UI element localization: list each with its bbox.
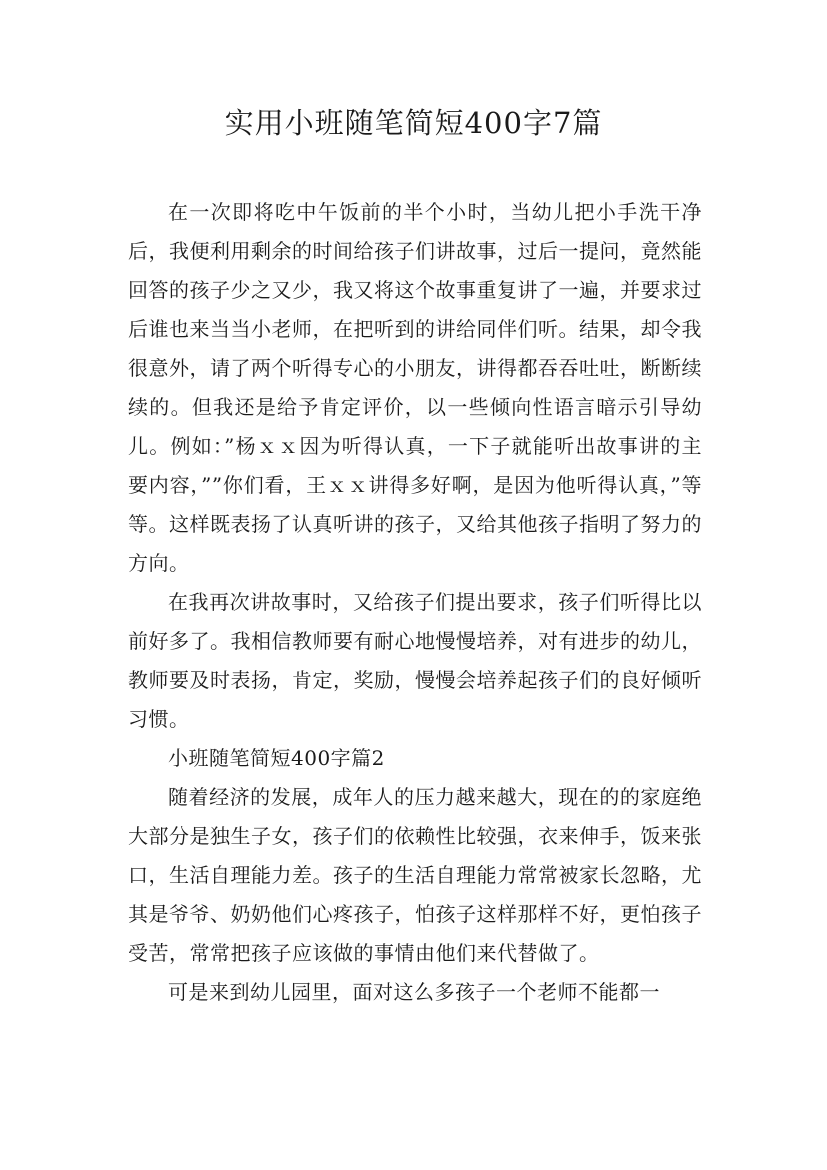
document-title: 实用小班随笔简短400字7篇 [224, 106, 603, 140]
document-body [128, 193, 702, 1012]
paragraph-retelling: 在我再次讲故事时，又给孩子们提出要求，孩子们听得比以前好多了。我相信教师要有耐心地慢慢培养，对有进步的幼儿，教师要及时表扬，肯定，奖励，慢慢会培养起孩子们的良好倾听习惯。 [128, 590, 702, 731]
paragraph-self-care: 随着经济的发展，成年人的压力越来越大，现在的的家庭绝大部分是独生子女，孩子们的依赖性比较强，衣来伸手，饭来张口，生活自理能力差。孩子的生活自理能力常常被家长忽略，尤其是爷爷、奶奶他们心疼孩子，怕孩子这样那样不好，更怕孩子受苦，常常把孩子应该做的事情由他们来代替做了。 [128, 785, 702, 965]
paragraph-story-listening: 在一次即将吃中午饭前的半个小时，当幼儿把小手洗干净后，我便利用剩余的时间给孩子们讲故事，过后一提问，竟然能回答的孩子少之又少，我又将这个故事重复讲了一遍，并要求过后谁也来当当小老师，在把听到的讲给同伴们听。结果，却令我很意外，请了两个听得专心的小朋友，讲得都吞吞吐吐，断断续续的。但我还是给予肯定评价，以一些倾向性语言暗示引导幼儿。例如：”杨ｘｘ因为听得认真，一下子就能听出故事讲的主要内容，””你们看，王ｘｘ讲得多好啊，是因为他听得认真，”等等。这样既表扬了认真听讲的孩子，又给其他孩子指明了努力的方向。 [128, 200, 702, 575]
paragraph-kindergarten: 可是来到幼儿园里，面对这么多孩子一个老师不能都一 [168, 980, 660, 1004]
section-heading-part-2: 小班随笔简短400字篇2 [168, 746, 385, 770]
